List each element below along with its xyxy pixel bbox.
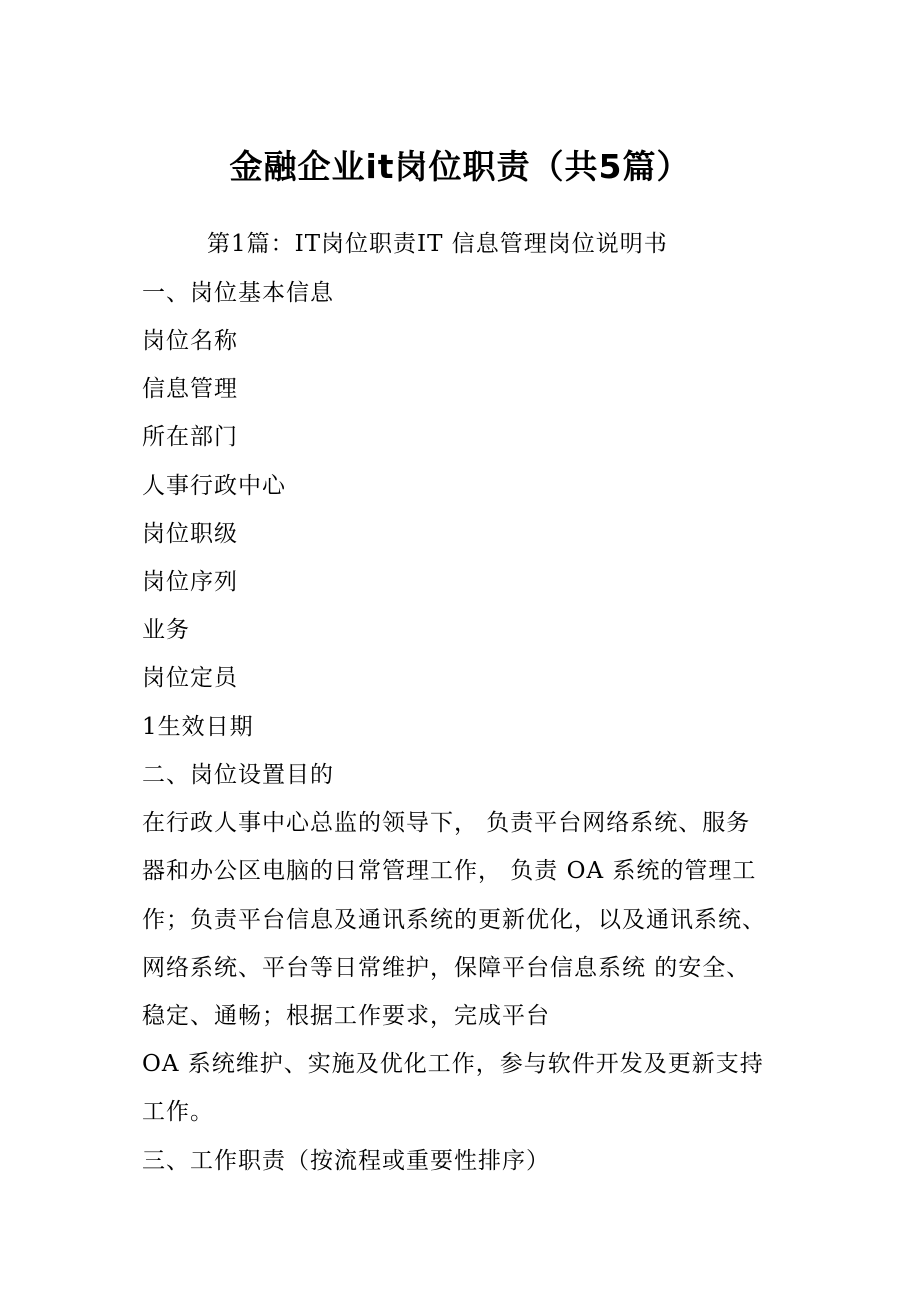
document-title: 金融企业it岗位职责（共5篇） <box>229 147 691 186</box>
document-subtitle: 第1篇：IT岗位职责IT 信息管理岗位说明书 <box>207 231 668 257</box>
paragraph-line: 工作。 <box>142 1099 214 1125</box>
text-line: 岗位定员 <box>142 665 238 691</box>
text-line: 岗位序列 <box>142 569 238 595</box>
text-line: 岗位名称 <box>142 328 238 354</box>
section-heading-basic-info: 一、岗位基本信息 <box>142 280 334 306</box>
text-line: 业务 <box>142 617 190 643</box>
text-line: 1生效日期 <box>142 714 254 740</box>
section-heading-purpose: 二、岗位设置目的 <box>142 762 334 788</box>
text-line: 信息管理 <box>142 376 238 402</box>
text-line: 人事行政中心 <box>142 473 286 499</box>
section-heading-responsibilities: 三、工作职责（按流程或重要性排序） <box>142 1148 550 1174</box>
text-line: 岗位职级 <box>142 521 238 547</box>
paragraph-line: 稳定、通畅；根据工作要求，完成平台 <box>142 1003 550 1029</box>
text-line: 所在部门 <box>142 424 238 450</box>
paragraph-line: 网络系统、平台等日常维护，保障平台信息系统 的安全、 <box>142 955 751 981</box>
paragraph-line: 器和办公区电脑的日常管理工作， 负责 OA 系统的管理工 <box>142 858 757 884</box>
paragraph-line: 在行政人事中心总监的领导下， 负责平台网络系统、服务 <box>142 810 751 836</box>
paragraph-line: 作；负责平台信息及通讯系统的更新优化，以及通讯系统、 <box>142 907 766 933</box>
paragraph-line: OA 系统维护、实施及优化工作，参与软件开发及更新支持 <box>142 1051 764 1077</box>
